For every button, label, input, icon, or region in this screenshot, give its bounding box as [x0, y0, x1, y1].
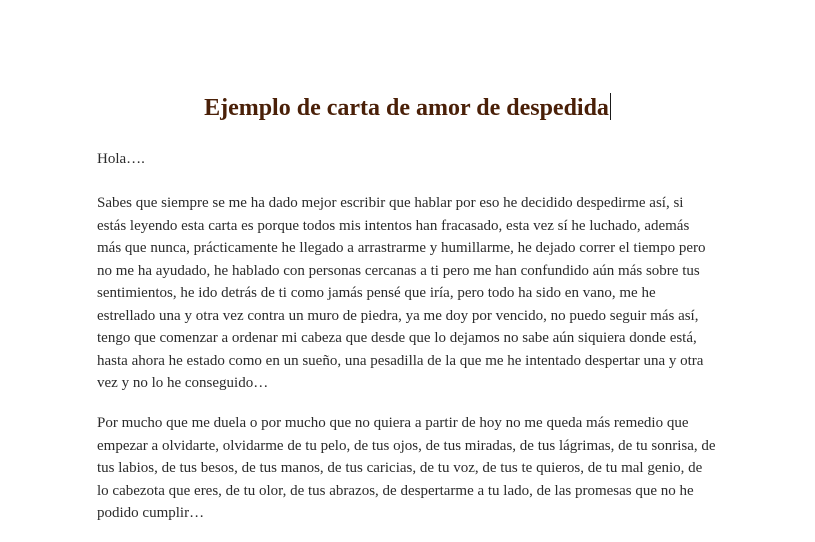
paragraph-line: más que nunca, prácticamente he llegado a arrastrarme y humillarme, he dejado correr el tiempo pero: [97, 240, 706, 256]
paragraph-line: sentimientos, he ido detrás de ti como jamás pensé que iría, pero todo ha sido en vano, me he: [97, 285, 656, 301]
paragraph-1: [97, 192, 737, 395]
paragraph-line: estrellado una y otra vez contra un muro de piedra, ya me doy por vencido, no puedo seguir más así,: [97, 307, 699, 324]
paragraph-line: Por mucho que me duela o por mucho que no quiera a partir de hoy no me queda más remedio que: [97, 415, 689, 431]
paragraph-line: empezar a olvidarte, olvidarme de tu pelo, de tus ojos, de tus miradas, de tus lágrimas, de tu sonrisa, de: [97, 437, 716, 454]
paragraph-line: hasta ahora he estado como en un sueño, una pesadilla de la que me he intentado despertar una y otra: [97, 352, 704, 369]
document-title: [0, 92, 815, 124]
paragraph-line: podido cumplir…: [97, 505, 205, 521]
document-title-text: Ejemplo de carta de amor de despedida: [204, 95, 609, 121]
paragraph-line: estás leyendo esta carta es porque todos mis intentos han fracasado, esta vez sí he luchado, además: [97, 217, 690, 234]
paragraph-line: tus labios, de tus besos, de tus manos, de tus caricias, de tu voz, de tus te quieros, de tu mal genio, de: [97, 460, 703, 476]
paragraph-line: lo cabezota que eres, de tu olor, de tus abrazos, de despertarme a tu lado, de las promesas que no he: [97, 482, 694, 499]
paragraph-line: tengo que comenzar a ordenar mi cabeza que desde que lo dejamos no sabe aún siquiera donde está,: [97, 330, 697, 346]
paragraph-2: [97, 412, 737, 525]
paragraph-line: no me ha ayudado, he hablado con personas cercanas a ti pero me han confundido aún más sobre tus: [97, 262, 700, 279]
greeting: Hola….: [97, 151, 145, 167]
text-cursor: [610, 93, 611, 120]
paragraph-line: Sabes que siempre se me ha dado mejor escribir que hablar por eso he decidido despedirme así, si: [97, 195, 684, 211]
paragraph-line: vez y no lo he conseguido…: [97, 375, 269, 391]
